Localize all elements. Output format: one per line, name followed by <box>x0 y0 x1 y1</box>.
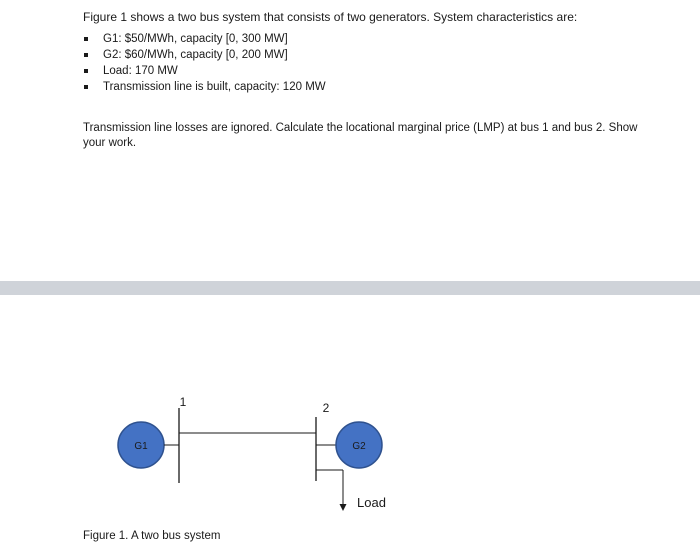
list-item-text: G1: $50/MWh, capacity [0, 300 MW] <box>103 33 288 45</box>
question-text: Transmission line losses are ignored. Calculate the locational marginal price (LMP) at bus 1 and bus 2. Show your work. <box>83 122 638 149</box>
list-item-text: G2: $60/MWh, capacity [0, 200 MW] <box>103 49 288 61</box>
load-arrow-icon <box>340 504 347 511</box>
figure-caption: Figure 1. A two bus system <box>83 530 221 542</box>
list-item-text: Load: 170 MW <box>103 65 178 77</box>
generator-1-label: G1 <box>134 441 148 452</box>
list-item-text: Transmission line is built, capacity: 120 MW <box>103 81 326 93</box>
bus-1-label: 1 <box>179 395 187 409</box>
intro-text: Figure 1 shows a two bus system that consists of two generators. System characteristics are: <box>83 10 578 24</box>
generator-2-label: G2 <box>352 441 366 452</box>
bus-2-label: 2 <box>322 401 330 415</box>
load-label: Load <box>357 495 386 510</box>
